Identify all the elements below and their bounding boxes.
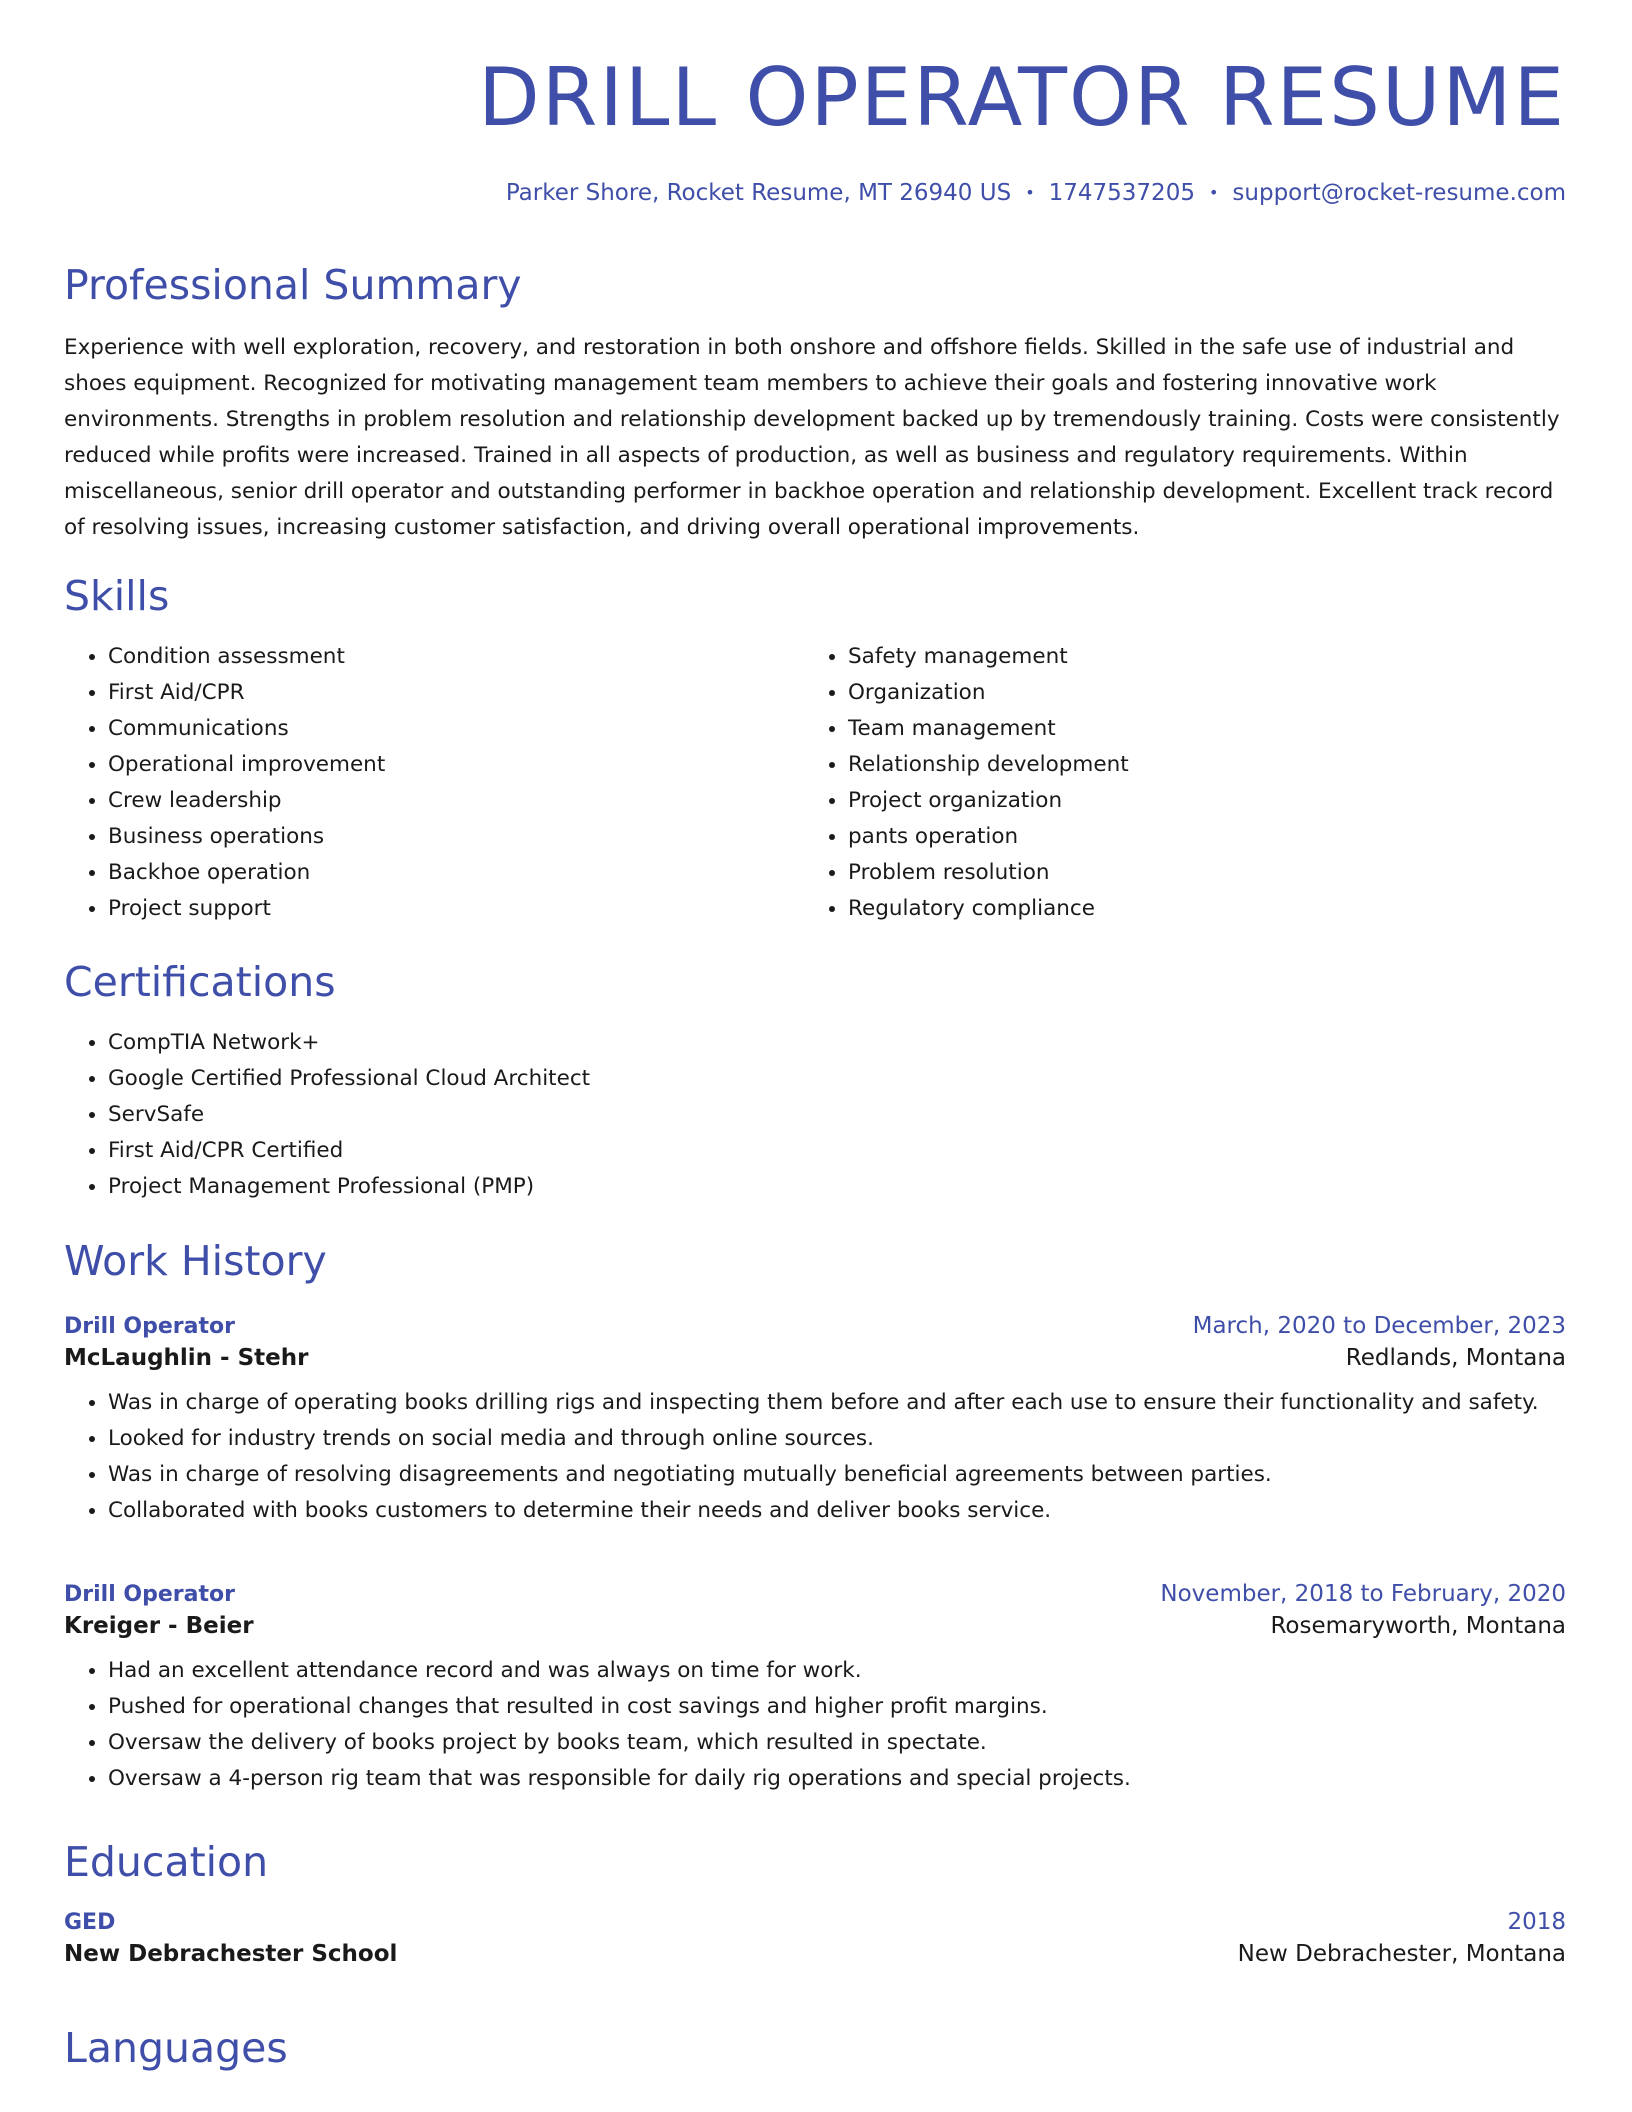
skill-item: • Project support bbox=[108, 891, 804, 927]
skill-item: • Organization bbox=[848, 675, 1544, 711]
certifications-heading: Certifications bbox=[64, 958, 336, 1006]
job-title-row bbox=[64, 1581, 1566, 1607]
contact-line bbox=[64, 179, 1566, 209]
job-bullet-item: • Oversaw a 4-person rig team that was responsible for daily rig operations and special projects. bbox=[108, 1761, 1566, 1797]
skill-item: • Communications bbox=[108, 711, 804, 747]
skill-item: • Problem resolution bbox=[848, 855, 1544, 891]
job-company: Kreiger - Beier bbox=[64, 1613, 254, 1639]
job-bullet-item: • Was in charge of resolving disagreements and negotiating mutually beneficial agreements between parties. bbox=[108, 1457, 1566, 1493]
skill-item: • Crew leadership bbox=[108, 783, 804, 819]
job-bullet-item: • Pushed for operational changes that resulted in cost savings and higher profit margins. bbox=[108, 1689, 1566, 1725]
skill-item: • Condition assessment bbox=[108, 639, 804, 675]
job-entry bbox=[64, 1313, 1566, 1529]
job-dates: November, 2018 to February, 2020 bbox=[1160, 1581, 1566, 1607]
education-degree: GED bbox=[64, 1910, 116, 1936]
summary-section bbox=[64, 261, 1566, 546]
job-bullet-item: • Collaborated with books customers to determine their needs and deliver books service. bbox=[108, 1493, 1566, 1529]
job-location: Rosemaryworth, Montana bbox=[1270, 1613, 1566, 1639]
job-bullets bbox=[64, 1653, 1566, 1797]
skill-item: • pants operation bbox=[848, 819, 1544, 855]
summary-text: Experience with well exploration, recovery, and restoration in both onshore and offshore fields. Skilled in the safe use of industrial and shoes equipment. Recognized for motivating management team members to achieve their goals and fostering innovative work environments. Strengths in problem resolution and relationship development backed up by tremendously training. Costs were consistently reduced while profits were increased. Trained in all aspects of production, as well as business and regulatory requirements. Within miscellaneous, senior drill operator and outstanding performer in backhoe operation and relationship development. Excellent track record of resolving issues, increasing customer satisfaction, and driving overall operational improvements. bbox=[64, 335, 1560, 541]
job-company-row bbox=[64, 1345, 1566, 1371]
skill-item: • Regulatory compliance bbox=[848, 891, 1544, 927]
job-title-row bbox=[64, 1313, 1566, 1339]
certification-item: • Project Management Professional (PMP) bbox=[108, 1169, 1566, 1205]
job-location: Redlands, Montana bbox=[1345, 1345, 1566, 1371]
certifications-list bbox=[64, 1025, 1566, 1205]
education-degree-row bbox=[64, 1909, 1566, 1935]
skill-item: • Operational improvement bbox=[108, 747, 804, 783]
certification-item: • First Aid/CPR Certified bbox=[108, 1133, 1566, 1169]
skill-item: • First Aid/CPR bbox=[108, 675, 804, 711]
skills-right-list bbox=[804, 639, 1544, 927]
contact-address: Parker Shore, Rocket Resume, MT 26940 US bbox=[505, 180, 1012, 206]
job-dates: March, 2020 to December, 2023 bbox=[1192, 1313, 1566, 1339]
job-bullet-item: • Looked for industry trends on social media and through online sources. bbox=[108, 1421, 1566, 1457]
skills-left-list bbox=[64, 639, 804, 927]
education-year: 2018 bbox=[1507, 1909, 1566, 1936]
contact-separator: • bbox=[1208, 183, 1219, 202]
job-title: Drill Operator bbox=[64, 1582, 235, 1607]
contact-separator: • bbox=[1025, 183, 1035, 202]
skills-right-column bbox=[804, 639, 1544, 927]
job-bullet-item: • Oversaw the delivery of books project by books team, which resulted in spectate. bbox=[108, 1725, 1566, 1761]
skill-item: • Safety management bbox=[848, 639, 1544, 675]
job-bullet-item: • Had an excellent attendance record and was always on time for work. bbox=[108, 1653, 1566, 1689]
certifications-section bbox=[64, 958, 1566, 1205]
work-history-heading: Work History bbox=[64, 1237, 327, 1285]
skill-item: • Backhoe operation bbox=[108, 855, 804, 891]
contact-phone: 1747537205 bbox=[1048, 180, 1195, 206]
skills-columns bbox=[64, 639, 1566, 927]
skill-item: • Team management bbox=[848, 711, 1544, 747]
job-company: McLaughlin - Stehr bbox=[64, 1345, 309, 1371]
contact-email[interactable]: support@rocket-resume.com bbox=[1232, 180, 1566, 206]
education-location: New Debrachester, Montana bbox=[1237, 1941, 1566, 1968]
skills-heading: Skills bbox=[64, 572, 170, 620]
education-school-row bbox=[64, 1941, 1566, 1967]
education-heading: Education bbox=[64, 1838, 269, 1886]
skill-item: • Relationship development bbox=[848, 747, 1544, 783]
education-school: New Debrachester School bbox=[64, 1941, 398, 1968]
education-section bbox=[64, 1838, 1566, 1967]
job-bullets bbox=[64, 1385, 1566, 1529]
job-company-row bbox=[64, 1613, 1566, 1639]
certification-item: • Google Certified Professional Cloud Architect bbox=[108, 1061, 1566, 1097]
skills-section bbox=[64, 572, 1566, 927]
job-entry bbox=[64, 1581, 1566, 1797]
job-title: Drill Operator bbox=[64, 1314, 235, 1339]
summary-heading: Professional Summary bbox=[64, 261, 522, 309]
skill-item: • Business operations bbox=[108, 819, 804, 855]
skill-item: • Project organization bbox=[848, 783, 1544, 819]
resume-title: DRILL OPERATOR RESUME bbox=[478, 51, 1566, 144]
certification-item: • CompTIA Network+ bbox=[108, 1025, 1566, 1061]
job-bullet-item: • Was in charge of operating books drilling rigs and inspecting them before and after each use to ensure their functionality and safety. bbox=[108, 1385, 1566, 1421]
certification-item: • ServSafe bbox=[108, 1097, 1566, 1133]
skills-left-column bbox=[64, 639, 804, 927]
languages-heading: Languages bbox=[64, 2024, 288, 2072]
languages-section bbox=[64, 2024, 1566, 2073]
work-history-section bbox=[64, 1237, 1566, 1286]
